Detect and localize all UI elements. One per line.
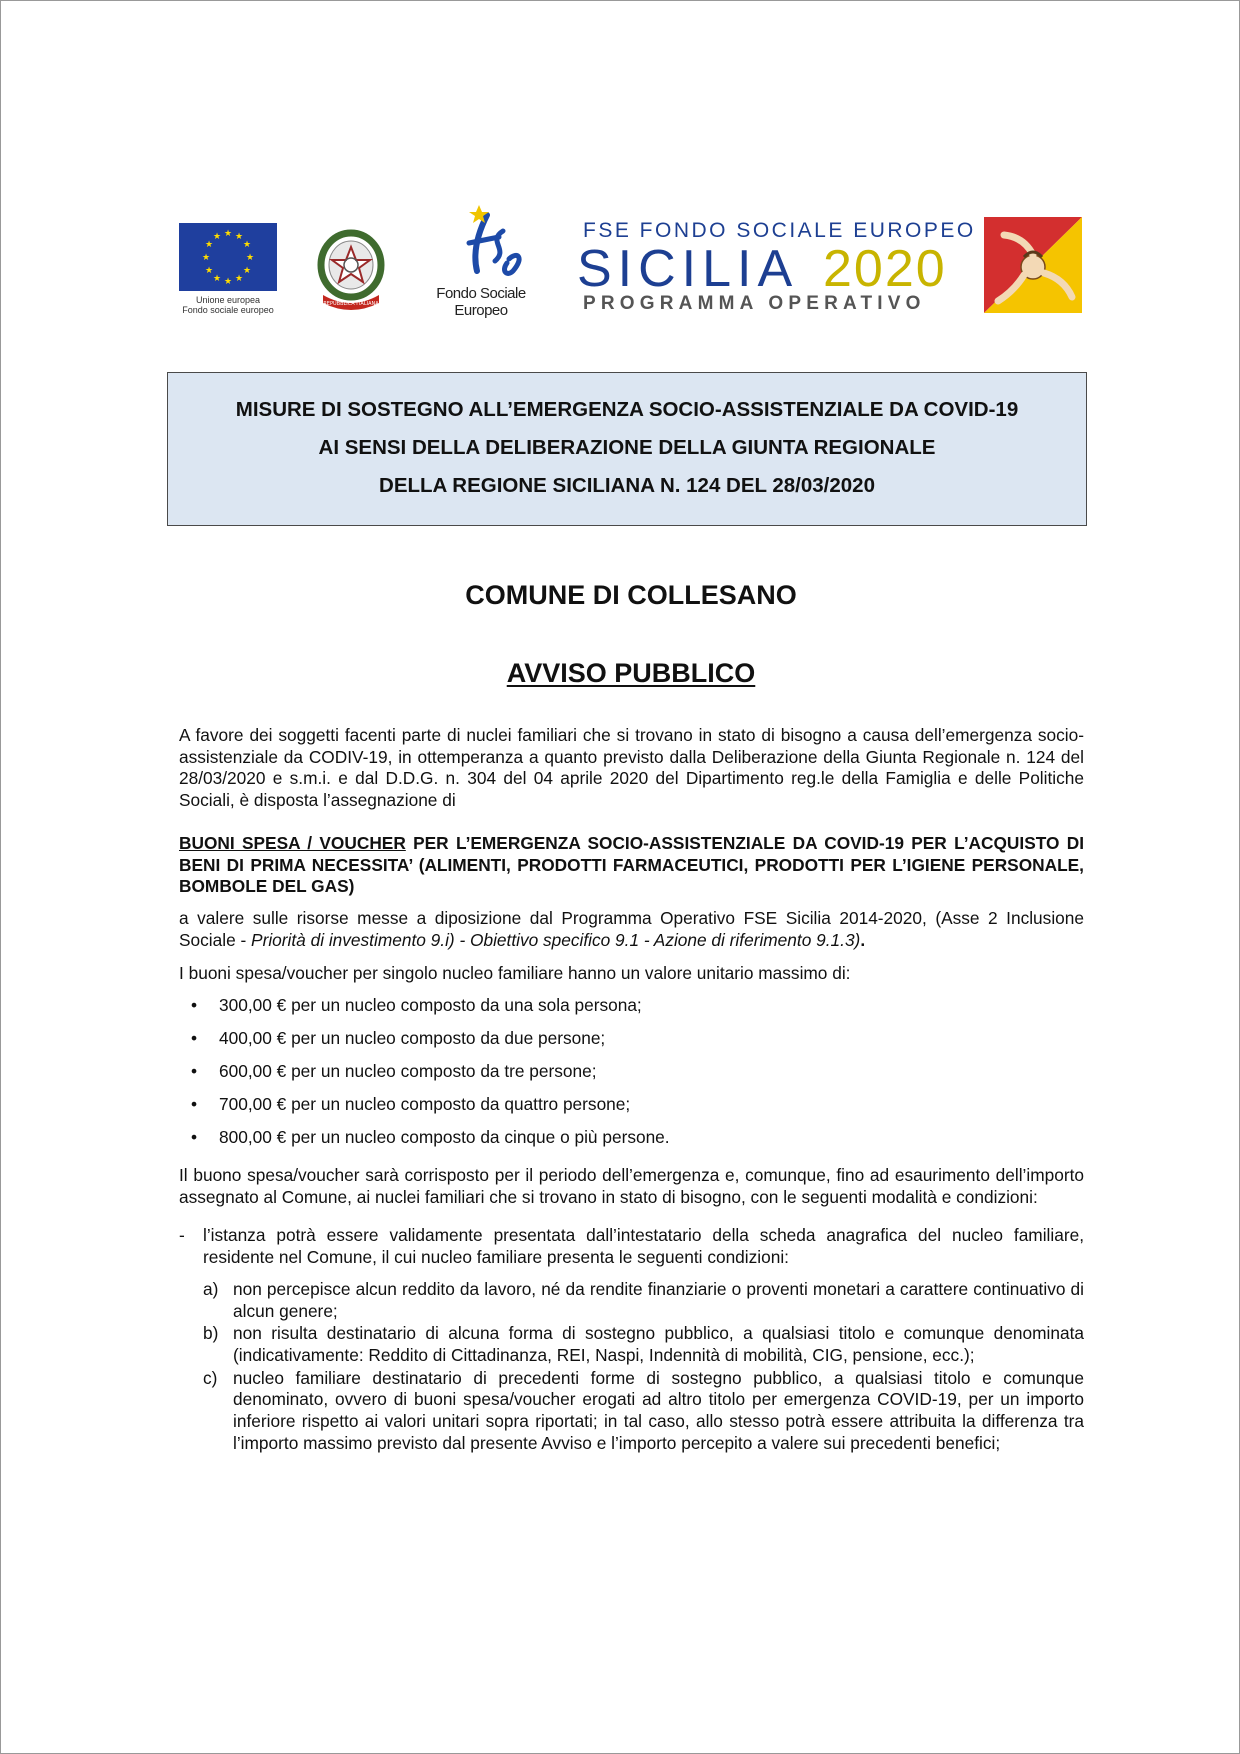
sicilia-logo-main: SICILIA: [577, 240, 799, 298]
amount-list: [179, 995, 1084, 1160]
condition-text: non percepisce alcun reddito da lavoro, né da rendite finanziarie o proventi monetari a carattere continuativo di alcun genere;: [233, 1278, 1084, 1321]
bullet-icon: •: [191, 1094, 198, 1115]
eu-caption-line2: Fondo sociale europeo: [182, 305, 274, 315]
condition-marker: b): [203, 1323, 219, 1344]
comune-title: COMUNE DI COLLESANO: [465, 580, 797, 610]
italian-republic-emblem-icon: [315, 225, 387, 317]
intro-paragraph: A favore dei soggetti facenti parte di nuclei familiari che si trovano in stato di bisogno a causa dell’emergenza socio-assistenziale da CODIV-19, in ottemperanza a quanto previsto dalla Deliberazione della Giunta Regionale n. 124 del 28/03/2020 e s.m.i. e dal D.D.G. n. 304 del 04 aprile 2020 del Dipartimento reg.le della Famiglia e delle Politiche Sociali, è disposta l’assegnazione di: [179, 725, 1084, 811]
list-item: [179, 1061, 1084, 1094]
list-item: [179, 995, 1084, 1028]
heading-line-3: DELLA REGIONE SICILIANA N. 124 DEL 28/03/2020: [379, 474, 875, 497]
sicily-trinacria-flag-icon: [984, 217, 1082, 313]
svg-text:★: ★: [212, 232, 222, 242]
svg-text:★: ★: [223, 229, 233, 239]
svg-text:★: ★: [234, 274, 244, 284]
amount-text: 400,00 € per un nucleo composto da due persone;: [219, 1028, 606, 1049]
heading-line-1: MISURE DI SOSTEGNO ALL’EMERGENZA SOCIO-ASSISTENZIALE DA COVID-19: [235, 398, 1019, 421]
condition-text: nucleo familiare destinatario di precedenti forme di sostegno pubblico, a qualsiasi titolo e comunque denominato, ovvero di buoni spesa/voucher erogati ad altro titolo per emergenza COVID-19, per un importo inferiore rispetto ai valori unitari sopra riportati; in tal caso, allo stesso potrà essere attribuita la differenza tra l’importo massimo previsto dal presente Avviso e l’importo percepito a valere sui precedenti benefici;: [233, 1367, 1084, 1453]
svg-text:★: ★: [234, 232, 244, 242]
svg-text:★: ★: [242, 240, 252, 250]
amount-text: 300,00 € per un nucleo composto da una sola persona;: [219, 995, 642, 1016]
svg-text:★: ★: [204, 240, 214, 250]
svg-text:★: ★: [245, 253, 255, 263]
bullet-icon: •: [191, 1028, 198, 1049]
logo-strip: [1, 1, 1240, 331]
list-item: [179, 1094, 1084, 1127]
sicilia-logo-year: 2020: [823, 240, 947, 298]
risorse-paragraph: [179, 908, 1084, 951]
voucher-heading-underlined: BUONI SPESA / VOUCHER: [179, 832, 406, 853]
svg-text:★: ★: [204, 266, 214, 276]
voucher-heading-rest: PER L’EMERGENZA SOCIO-ASSISTENZIALE DA COVID-19 PER L’ACQUISTO DI BENI DI PRIMA NECESSITA’ (ALIMENTI, PRODOTTI FARMACEUTICI, PRODOTTI PER L’IGIENE PERSONALE, BOMBOLE DEL GAS): [179, 832, 1085, 897]
fse-caption: Fondo Sociale Europeo: [436, 285, 526, 319]
risorse-text-end: .: [860, 929, 866, 950]
heading-line-2: AI SENSI DELLA DELIBERAZIONE DELLA GIUNTA REGIONALE: [318, 436, 936, 459]
sicilia-logo-top: FSE FONDO SOCIALE EUROPEO: [583, 219, 976, 242]
amount-text: 700,00 € per un nucleo composto da quattro persone;: [219, 1094, 631, 1115]
voucher-heading: [179, 833, 1084, 898]
conditions-list: [203, 1279, 1084, 1455]
list-item: [203, 1323, 1084, 1366]
bullet-icon: •: [191, 1127, 198, 1148]
avviso-title-text: AVVISO PUBBLICO: [506, 658, 756, 688]
amount-text: 600,00 € per un nucleo composto da tre persone;: [219, 1061, 597, 1082]
valore-intro: I buoni spesa/voucher per singolo nucleo familiare hanno un valore unitario massimo di:: [179, 963, 851, 984]
eu-flag-icon: [179, 223, 277, 291]
emblem-ribbon-text: REPUBBLICA ITALIANA: [323, 301, 379, 307]
heading-box: [167, 372, 1087, 526]
condition-marker: a): [203, 1278, 219, 1299]
svg-text:★: ★: [201, 253, 211, 263]
list-item: [179, 1028, 1084, 1061]
eu-caption: [171, 295, 285, 315]
avviso-title: [1, 658, 1240, 689]
amount-text: 800,00 € per un nucleo composto da cinque o più persone.: [219, 1127, 670, 1148]
fse-logo: [417, 201, 545, 319]
bullet-icon: •: [191, 1061, 198, 1082]
istanza-text: l’istanza potrà essere validamente presentata dall’intestatario della scheda anagrafica del nucleo familiare, residente nel Comune, il cui nucleo familiare presenta le seguenti condizioni:: [203, 1225, 1084, 1268]
eu-caption-line1: Unione europea: [195, 295, 261, 305]
svg-text:★: ★: [212, 274, 222, 284]
svg-text:★: ★: [242, 266, 252, 276]
bullet-icon: •: [191, 995, 198, 1016]
condition-text: non risulta destinatario di alcuna forma di sostegno pubblico, a qualsiasi titolo e comunque denominata (indicativamente: Reddito di Cittadinanza, REI, Naspi, Indennità di mobilità, CIG, pensione, ecc.);: [233, 1323, 1084, 1365]
svg-text:★: ★: [223, 277, 233, 287]
list-item: [203, 1368, 1084, 1455]
fse-mark-icon: [417, 201, 545, 293]
dash-icon: -: [179, 1225, 185, 1246]
istanza-item: [179, 1225, 1084, 1268]
periodo-paragraph: Il buono spesa/voucher sarà corrisposto per il periodo dell’emergenza e, comunque, fino ad esaurimento dell’importo assegnato al Comune, ai nuclei familiari che si trovano in stato di bisogno, con le seguenti modalità e condizioni:: [179, 1165, 1084, 1207]
document-body: [179, 725, 1084, 1455]
sicilia-logo-sub: PROGRAMMA OPERATIVO: [583, 293, 926, 314]
risorse-text-a: a valere sulle risorse messe a diposizione dal Programma Operativo FSE Sicilia 2014-2020, (Asse 2 Inclusione Sociale -: [179, 907, 1084, 950]
sicilia-2020-logo: [575, 213, 976, 321]
condition-marker: c): [203, 1367, 218, 1388]
list-item: [179, 1127, 1084, 1160]
risorse-text-italic: Priorità di investimento 9.i) - Obiettivo specifico 9.1 - Azione di riferimento 9.1.3): [251, 929, 861, 950]
list-item: [203, 1279, 1084, 1322]
